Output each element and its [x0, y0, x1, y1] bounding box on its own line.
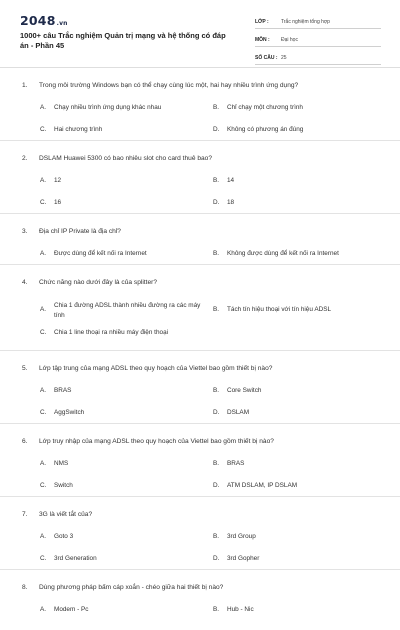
- option-text: BRAS: [54, 387, 72, 394]
- option-letter: A.: [40, 306, 47, 313]
- option-letter: D.: [213, 199, 220, 206]
- option-text: ATM DSLAM, IP DSLAM: [227, 482, 298, 489]
- page-header: [0, 0, 400, 66]
- question-prompt: Chức năng nào dưới đây là của splitter?: [39, 279, 157, 286]
- meta-count-row: [255, 50, 381, 65]
- option-text: 3rd Group: [227, 533, 256, 540]
- option-letter: B.: [213, 460, 220, 467]
- option-letter: D.: [213, 126, 220, 133]
- meta-subject-value: Đại học: [281, 37, 298, 43]
- document-meta: [255, 14, 381, 68]
- option-text: Không được dùng để kết nối ra Internet: [227, 250, 339, 257]
- option-letter: C.: [40, 409, 47, 416]
- option-text: BRAS: [227, 460, 245, 467]
- option-letter: B.: [213, 250, 220, 257]
- option-letter: C.: [40, 482, 47, 489]
- question-text: [22, 438, 274, 445]
- option-text: Goto 3: [54, 533, 74, 540]
- option-letter: B.: [213, 387, 220, 394]
- option-letter: B.: [213, 177, 220, 184]
- option-text: Switch: [54, 482, 73, 489]
- option-text: 18: [227, 199, 235, 206]
- question-item: [0, 68, 400, 141]
- question-item: [0, 214, 400, 265]
- option-letter: A.: [40, 104, 47, 111]
- question-item: [0, 141, 400, 214]
- logo-text: 2048: [20, 13, 56, 28]
- meta-count-label: SỐ CÂU :: [255, 55, 278, 61]
- option-text: AggSwitch: [54, 409, 85, 416]
- option-letter: C.: [40, 329, 47, 336]
- option-text: Tách tín hiệu thoại với tín hiệu ADSL: [227, 306, 332, 313]
- option-text: Không có phương án đúng: [227, 126, 304, 133]
- option-text: Chia 1 đường ADSL thành nhiều đường ra các máy tính: [54, 302, 201, 319]
- option-text: Hub - Nic: [227, 606, 254, 613]
- question-text: [22, 155, 212, 162]
- question-number: 5.: [22, 365, 28, 372]
- option-letter: A.: [40, 460, 47, 467]
- question-text: [22, 365, 272, 372]
- question-item: [0, 570, 400, 630]
- question-item: [0, 497, 400, 570]
- option-text: 14: [227, 177, 235, 184]
- option-text: DSLAM: [227, 409, 250, 416]
- option-text: Được dùng để kết nối ra Internet: [54, 250, 147, 257]
- option-letter: B.: [213, 606, 220, 613]
- option-letter: D.: [213, 555, 220, 562]
- option-letter: C.: [40, 199, 47, 206]
- option-letter: C.: [40, 126, 47, 133]
- option-text: Modem - Pc: [54, 606, 89, 613]
- option-text: Chạy nhiều trình ứng dụng khác nhau: [54, 104, 162, 111]
- meta-class-label: LỚP :: [255, 19, 269, 25]
- option-letter: B.: [213, 104, 220, 111]
- question-number: 6.: [22, 438, 28, 445]
- site-logo[interactable]: [20, 13, 68, 28]
- option-letter: D.: [213, 409, 220, 416]
- question-number: 2.: [22, 155, 28, 162]
- question-number: 4.: [22, 279, 28, 286]
- option-text: Core Switch: [227, 387, 262, 394]
- question-item: [0, 424, 400, 497]
- meta-subject-row: [255, 32, 381, 47]
- question-prompt: Lớp tập trung của mạng ADSL theo quy hoạch của Viettel bao gồm thiết bị nào?: [39, 365, 273, 372]
- option-letter: D.: [213, 482, 220, 489]
- question-text: [22, 279, 157, 286]
- question-prompt: Trong môi trường Windows bạn có thể chạy cùng lúc một, hai hay nhiều trình ứng dụng?: [39, 82, 299, 89]
- meta-class-value: Trắc nghiệm tổng hợp: [281, 19, 330, 25]
- meta-class-row: [255, 14, 381, 29]
- question-text: [22, 82, 298, 89]
- document-title: 1000+ câu Trắc nghiệm Quản trị mạng và hệ thống có đáp án - Phần 45: [20, 31, 226, 50]
- question-list: [0, 68, 400, 630]
- question-prompt: Lớp truy nhập của mạng ADSL theo quy hoạch của Viettel bao gồm thiết bị nào?: [39, 438, 274, 445]
- logo-tld: .vn: [56, 20, 68, 27]
- option-text: 16: [54, 199, 62, 206]
- meta-count-value: 25: [281, 55, 287, 61]
- option-text: Chia 1 line thoại ra nhiều máy điện thoại: [54, 329, 169, 336]
- option-text: 3rd Gopher: [227, 555, 260, 562]
- question-number: 3.: [22, 228, 28, 235]
- option-text: 3rd Generation: [54, 555, 97, 562]
- question-number: 7.: [22, 511, 28, 518]
- question-prompt: DSLAM Huawei 5300 có bao nhiêu slot cho card thuê bao?: [39, 155, 213, 162]
- question-text: [22, 228, 121, 235]
- question-prompt: 3G là viết tắt của?: [39, 511, 93, 518]
- option-letter: A.: [40, 606, 47, 613]
- meta-subject-label: MÔN :: [255, 37, 270, 43]
- question-item: [0, 351, 400, 424]
- option-letter: C.: [40, 555, 47, 562]
- question-number: 8.: [22, 584, 28, 591]
- option-letter: A.: [40, 250, 47, 257]
- option-letter: A.: [40, 533, 47, 540]
- question-number: 1.: [22, 82, 28, 89]
- option-letter: B.: [213, 533, 220, 540]
- option-letter: A.: [40, 387, 47, 394]
- option-letter: B.: [213, 306, 220, 313]
- question-item: [0, 265, 400, 351]
- option-letter: A.: [40, 177, 47, 184]
- question-prompt: Dùng phương pháp bấm cáp xoắn - chéo giữa hai thiết bị nào?: [39, 584, 224, 591]
- question-text: [22, 511, 92, 518]
- option-text: 12: [54, 177, 62, 184]
- option-text: NMS: [54, 460, 69, 467]
- option-text: Chỉ chạy một chương trình: [227, 104, 303, 111]
- question-prompt: Địa chỉ IP Private là địa chỉ?: [39, 228, 121, 235]
- option-text: Hai chương trình: [54, 126, 103, 133]
- question-text: [22, 584, 223, 591]
